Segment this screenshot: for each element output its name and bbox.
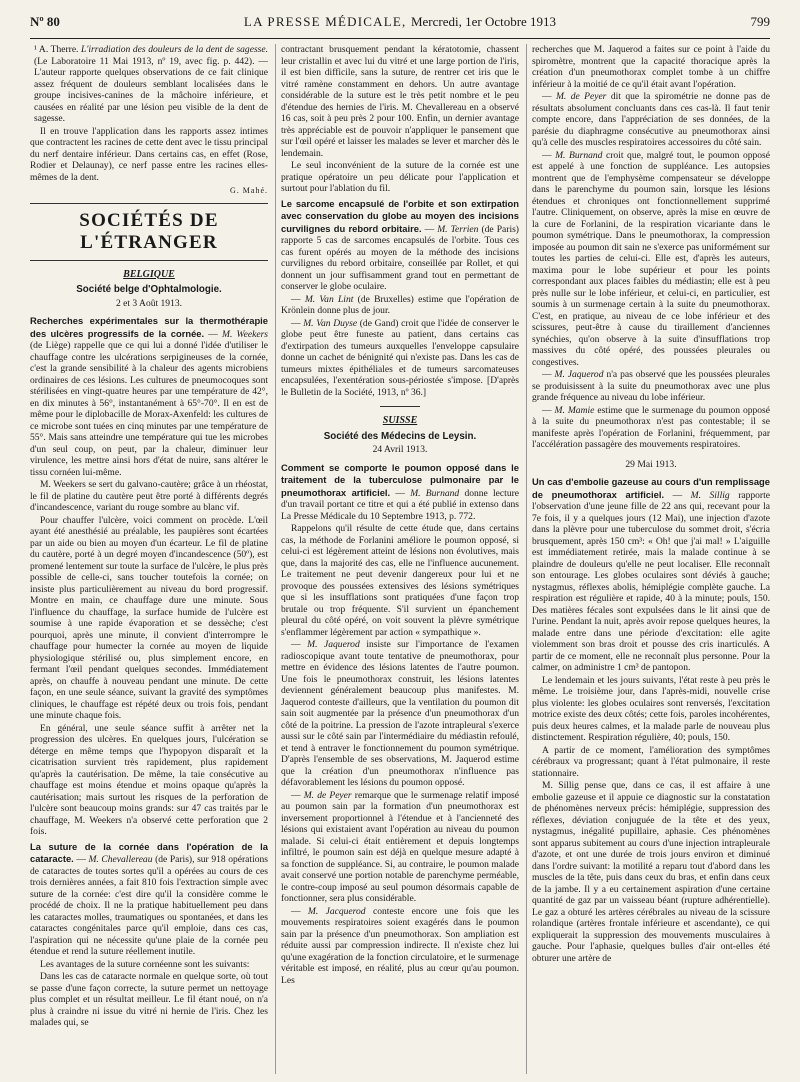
author-name: M. de Peyer [303, 789, 352, 801]
paragraph: — M. Mamie estime que le surmenage du poumon opposé à la suite du pneumothorax n'est pas contestable; il se manifeste après l'opération de Forlanini, fréquemment, par l'accélération passagère des mouvements respiratoires. [532, 404, 770, 450]
author-name: M. Jaquerod [307, 639, 360, 650]
paragraph-body: (de Gand) croit que l'idée de conserver le globe peut être funeste au patient, dans certains cas d'extirpation des tumeurs auxquelles l'enveloppe capsulaire donne un cachet de bénignité qui n'existe pas. Dans les cas de tumeurs mixtes épithéliales et de tumeurs sarcomateuses encapsulées, l'exentération sous-périostée s'impose. [281, 317, 519, 386]
paragraph-body: insiste sur l'importance de l'examen radioscopique avant toute tentative de pneumothorax, pour mettre en évidence des lésions latentes de l'autre poumon. Une fois le pneumothorax construit, les lésions latentes deviennent généralement beaucoup plus manifestes. M. Jaquerod conteste d'ailleurs, que la ventilation du poumon dit sain soit augmentée par la présence d'un pneumothorax d'un côté de la poitrine. La pression de l'azote intrapleural s'exerce aussi sur le côté sain par l'intermédiaire du médiastin refoulé, et tend à entraver le fonctionnement du poumon symétrique. D'après l'ensemble de ses observations, M. Jaquerod estime que la création d'un pneumothorax n'influence pas défavorablement les lésions du poumon opposé. [281, 639, 519, 788]
paragraph: Rappelons qu'il résulte de cette étude que, dans certains cas, la méthode de Forlanini améliore le poumon opposé, si celui-ci est légèrement atteint de lésions non évolutives, mais que, dans la majorité des cas, elle ne l'influence aucunement. Le traitement ne peut devenir dangereux pour lui et ne provoque des poussées extensives des lésions symétriques que si les insufflations sont pratiquées d'une façon trop brutale ou trop fréquente. S'il survient un épanchement pleural du côté opéré, on voit souvent la plèvre symétrique s'enflammer légèrement par action « sympathique ». [281, 523, 519, 638]
ref-body: (Le Laboratoire 11 Mai 1913, nº 19, avec fig. p. 442). — L'auteur rapporte quelques observations de ce fait clinique assez fréquent de douleurs semblant localisées dans le groupe incisives-canines de la mâchoire inférieure, et causées en réalité par une lésion peu visible de la dent de sagesse. [34, 55, 268, 124]
paragraph: — M. de Peyer dit que la spirométrie ne donne pas de résultats absolument concluants dans ces cas-là. Il faut tenir compte encore, dans l'appréciation de ses données, de la parésie du diaphragme consécutive au pneumothorax ainsi qu'à celle des muscles respiratoires accessoires du côté sain. [532, 91, 770, 148]
running-title [30, 14, 770, 30]
paragraph-body: croit que, malgré tout, le poumon opposé est appelé à une fonction de suppléance. Les autopsies montrent que de l'emphysème compensateur se développe dans le parenchyme du poumon sain, lorsque les lésions étendues et chroniques ont fonctionnellement supprimé l'autre. Cliniquement, on observe, après la mise en œuvre de la cure de Forlanini, de la respiration vicariante dans le poumon symétrique. Dans le pneumothorax, la compression imposée au poumon dit sain ne s'exerce pas uniformément sur toutes les parties de celui-ci. Elle est, d'après les auteurs, maxima pour le lobe supérieur et pour les points correspondant aux places faibles du médiastin; elle est à peu près nulle sur le lobe inférieur, et celui-ci, en particulier, est soumis à un surmenage certain à la suite du pneumothorax. C'est, en pratique, au niveau de ce lobe inférieur et des scissures, peut-être à cause du tiraillement d'anciennes synéchies, qu'on observe à la suite d'insufflations trop massives du côté opéré, des poussées pleurales ou congestives. [532, 149, 770, 368]
bulletin-reference: [D'après le Bulletin de la Société, 1913, nº 36.] [281, 375, 519, 398]
paragraph-body: n'a pas observé que les poussées pleurales se produisissent à la suite du pneumothorax avec une plus grande fréquence au niveau du lobe inférieur. [532, 369, 770, 403]
article-title: Recherches expérimentales sur la thermothérapie des ulcères progressifs de la cornée. [30, 315, 268, 339]
author-name: M. Burnand [555, 149, 603, 161]
paragraph-body: dit que la spirométrie ne donne pas de résultats absolument concluants dans ces cas-là. Il faut tenir compte encore, dans l'appréciation de ses données, de la parésie du diaphragme consécutive au pneumothorax ainsi qu'à celle des muscles respiratoires accessoires du côté sain. [532, 91, 770, 148]
country-heading: SUISSE [382, 415, 418, 426]
author-name: M. Van Duyse [303, 317, 358, 329]
column-divider [275, 44, 276, 1074]
author-name: M. Mamie [554, 404, 595, 416]
paragraph: M. Sillig pense que, dans ce cas, il est affaire à une embolie gazeuse et il appuie ce diagnostic sur la constatation de phénomènes nerveux précis: hémiplégie, suppression des réflexes, déviation conjuguée de la tête et des yeux, nystagmus, inégalité pupillaire, aphasie. Ces phénomènes sont apparus subitement au cours d'une injection intrapleurale d'azote, et ont une durée de trois jours environ et diminué dans l'ordre suivant: la motilité a reparu tout d'abord dans les muscles de la tête, puis dans ceux du bras, et enfin dans ceux de la jambe. Il y a eu certainement aspiration d'une certaine quantité de gaz par un vaisseau béant (rupture adhérentielle). Le gaz a obturé les artères cérébrales au niveau de la scissure rolandique (artères frontale inférieure et ascendante), ce qui expliquerait la suppression des mouvements musculaires à gauche. Pour l'aphasie, quelques bulles d'air ont-elles été obturer une artère de [532, 780, 770, 964]
author-name: M. Weekers [222, 328, 268, 340]
column-divider [526, 44, 527, 1074]
header-rule [30, 38, 770, 39]
paragraph: — M. de Peyer remarque que le surmenage relatif imposé au poumon sain par la formation d'un pneumothorax est inversement proportionnel à l'étendue et à l'ancienneté des lésions qui existaient avant l'opération au niveau du poumon malade. Si celui-ci était entièrement et depuis longtemps infiltré, le poumon sain est déjà en quelque mesure adapté à sa fonction de suppléance. Si, au contraire, le poumon malade avait conservé une portion notable de parenchyme perméable, le contre-coup imposé au seul poumon désormais capable de fonctionner, sera plus considérable. [281, 789, 519, 904]
paragraph: A partir de ce moment, l'amélioration des symptômes cérébraux va progressant; quant à l'état pulmonaire, il reste stationnaire. [532, 744, 770, 779]
author-name: M. Terrien [437, 223, 479, 235]
session-date: 2 et 3 Août 1913. [115, 297, 183, 309]
column-1 [30, 44, 268, 1074]
author-name: M. Jaquerod [554, 369, 604, 380]
article-title: Comment se comporte le poumon opposé dans le traitement de la tuberculose pulmonaire par le pneumothorax artificiel. [281, 461, 519, 498]
paragraph: Dans les cas de cataracte normale en quelque sorte, où tout se passe d'une façon correcte, la suture permet un nettoyage plus complet et un résultat meilleur. Le fil étant noué, on n'a plus à craindre ni issue du vitré ni hernie de l'iris. Chez les malades qui, se [30, 971, 268, 1028]
author-name: M. Sillig [690, 489, 730, 501]
session-date: 29 Mai 1913. [625, 458, 677, 470]
society-heading: Société belge d'Ophtalmologie. [76, 284, 222, 295]
article-title: La suture de la cornée dans l'opération de la cataracte. [30, 840, 268, 864]
article: Un cas d'embolie gazeuse au cours d'un remplissage de pneumothorax artificiel. — M. Sillig rapporte l'observation d'une jeune fille de 22 ans qui, recevant pour la 7e fois, il y a quelques jours (12 Mai), une injection d'azote dans la plèvre pour une tuberculose du sommet droit, s'écria brusquement, après 150 cm³: « Oh! que j'ai mal! » L'aiguille est immédiatement retirée, mais la malade continue à se plaindre de douleurs qu'elle ne peut localiser. Elle reconnaît son entourage. Les globes oculaires sont déviés à gauche; nystagmus, réflexes abolis, hémiplégie complète gauche. La respiration est régulière et rapide, 40 à la minute; pouls, 150. Des matières fécales sont expulsées dans le lit ainsi que de l'urine. Pendant la nuit, après avoir repose quelques heures, la malade entre dans une période d'excitation: elle agite violemment son bras droit et pousse des cris inarticulés. A partir de ce moment, elle ne reconnaît plus personne. Pour la calmer, on administre 1 cm³ de pantopon. [532, 476, 770, 673]
article: Le sarcome encapsulé de l'orbite et son extirpation avec conservation du globe au moyen des incisions curvilignes du rebord orbitaire. — M. Terrien (de Paris) rapporte 5 cas de sarcomes encapsulés de l'orbite. Tous ces cas furent opérés au moyen de la méthode des incisions curvilignes du rebord orbitaire, conseillée par Rollet, et qui donnent un jour suffisamment grand tout en permettant de conserver le globe oculaire. [281, 197, 519, 292]
author-name: M. Burnand [410, 487, 460, 499]
column-2 [281, 44, 519, 1074]
column-3 [532, 44, 770, 1074]
author-name: M. de Peyer [555, 91, 607, 102]
page-header [30, 14, 770, 36]
author-name: M. Jacquerod [307, 905, 366, 917]
paragraph: — M. Jaquerod n'a pas observé que les poussées pleurales se produisissent à la suite du pneumothorax avec une plus grande fréquence au niveau du lobe inférieur. [532, 369, 770, 403]
paragraph-body: remarque que le surmenage relatif imposé au poumon sain par la formation d'un pneumothorax est inversement proportionnel à l'étendue et à l'ancienneté des lésions qui existaient avant l'opération au niveau du poumon malade. Si celui-ci était entièrement et depuis longtemps infiltré, le poumon sain est déjà en quelque mesure adapté à sa fonction de suppléance. Si, au contraire, le poumon malade avait conservé une portion notable de parenchyme perméable, le contre-coup imposé au seul poumon désormais capable de fonctionner, sera plus considérable. [281, 789, 519, 904]
paragraph: — M. Jaquerod insiste sur l'importance de l'examen radioscopique avant toute tentative de pneumothorax, pour mettre en évidence des lésions latentes de l'autre poumon. Une fois le pneumothorax construit, les lésions latentes deviennent généralement beaucoup plus manifestes. M. Jaquerod conteste d'ailleurs, que la ventilation du poumon dit sain soit augmentée par la présence d'un pneumothorax d'un côté de la poitrine. La pression de l'azote intrapleural s'exerce aussi sur le côté sain par l'intermédiaire du médiastin refoulé, et tend à entraver le fonctionnement du poumon symétrique. D'après l'ensemble de ses observations, M. Jaquerod estime que la création d'un pneumothorax n'influence pas défavorablement les lésions du poumon opposé. [281, 639, 519, 788]
paragraph: Le lendemain et les jours suivants, l'état reste à peu près le même. Le troisième jour, dans l'après-midi, nouvelle crise plus violente: les globes oculaires sont renversés, l'excitation motrice existe des deux côtés; cette fois, paroles incohérentes, puis deux heures calmes, et la malade parle de nouveau plus distinctement. Respiration régulière, 40; pouls, 150. [532, 674, 770, 743]
section-title: SOCIÉTÉS DE L'ÉTRANGER [79, 209, 219, 253]
paragraph: — M. Jacquerod conteste encore une fois que les mouvements respiratoires soient exagérés dans le poumon sain par la présence d'un pneumothorax. Son ampliation est réduite aussi par compression indirecte. Il n'existe chez lui qu'une exagération de la fonction circulatoire, et le surmenage véritable est imposé, en réalité, plus au cœur qu'au poumon. Les [281, 905, 519, 986]
society-heading: Société des Médecins de Leysin. [323, 430, 477, 442]
article-body: (de Paris) rapporte 5 cas de sarcomes encapsulés de l'orbite. Tous ces cas furent opérés au moyen de la méthode des incisions curvilignes du rebord orbitaire, conseillée par Rollet, et qui donnent un jour suffisamment grand tout en permettant de conserver le globe oculaire. [281, 223, 519, 292]
paragraph: Il en trouve l'application dans les rapports assez intimes que contractent les racines de cette dent avec le tissu principal du nerf dentaire inférieur. Dans certains cas, en effet (Rose, Rodier et Delaunay), ce nerf passe entre les racines elles-mêmes de la dent. [30, 125, 268, 183]
article: Comment se comporte le poumon opposé dans le traitement de la tuberculose pulmonaire par le pneumothorax artificiel. — M. Burnand donne lecture d'un travail portant ce titre et qui a été publié in extenso dans La Presse Médicale du 10 Septembre 1913, p. 772. [281, 461, 519, 522]
article-body: (de Liège) rappelle que ce qui lui a donné l'idée d'utiliser le chauffage contre les ulcérations serpigineuses de la cornée, c'est la grande sensibilité à la chaleur des agents microbiens ordinaires de ces lésions. Les cultures de pneumocoques sont stérilisées en vingt-quatre heures par une température de 42°, en dix minutes à 56°, instantanément à 65°-70°. Il en est de même pour le diplobacille de Morax-Axenfeld: les cultures de ce microbe sont tuées en cinq minutes par une température de 55°. Mais sans atteindre une température qui tue les microbes d'un seul coup, on peut, par la chaleur, diminuer leur virulence, les mettre ainsi hors d'état de nuire, sans altérer le tissu cornéen lui-même. [30, 340, 268, 478]
journal-name: LA PRESSE MÉDICALE, [243, 14, 407, 29]
article-title: Un cas d'embolie gazeuse au cours d'un remplissage de pneumothorax artificiel. [532, 476, 770, 500]
paragraph-body: conteste encore une fois que les mouvements respiratoires soient exagérés dans le poumon sain par la présence d'un pneumothorax. Son ampliation est réduite aussi par compression indirecte. Il n'existe chez lui qu'une exagération de la fonction circulatoire, et le surmenage véritable est imposé, en réalité, plus au cœur qu'au poumon. Les [281, 905, 519, 986]
paragraph: En général, une seule séance suffit à arrêter net la progression des ulcères. En quelques jours, l'ulcération se déterge en même temps que l'hypopyon disparaît et la cicatrisation survient très rapidement, plus rapidement qu'après la cautérisation. De même, la taie consécutive au chauffage est moins étendue et moins opaque qu'après la cautérisation; mais surtout les risques de la perforation de l'ulcère sont beaucoup moins grands: sur 47 cas traités par le chauffage, M. Weekers n'a observé cette perforation que 2 fois. [30, 722, 268, 837]
paragraph: Le seul inconvénient de la suture de la cornée est une pratique opératoire un peu délicate pour l'application et surtout pour l'ablation du fil. [281, 160, 519, 194]
article-body: donne lecture d'un travail portant ce titre et qui a été publié in extenso dans La Presse Médicale du 10 Septembre 1913, p. 772. [281, 487, 519, 522]
signature: G. Mahé. [230, 186, 268, 195]
paragraph: — M. Van Duyse (de Gand) croit que l'idée de conserver le globe peut être funeste au patient, dans certains cas d'extirpation des tumeurs auxquelles l'enveloppe capsulaire donne un cachet de bénignité qui n'existe pas. Dans les cas de tumeurs mixtes épithéliales et de tumeurs sarcomateuses encapsulées, l'exentération sous-périostée s'impose. [D'après le Bulletin de la Société, 1913, nº 36.] [281, 317, 519, 398]
article: La suture de la cornée dans l'opération de la cataracte. — M. Chevallereau (de Paris), sur 918 opérations de cataractes de toutes sortes qu'il a opérées au cours de ces trois dernières années, a fait 810 fois l'extraction simple avec suture de la cornée: c'est dire qu'il la considère comme le procédé de choix. Il ne la pratique habituellement peu dans les cataractes molles, traumatiques ou spontanées, et dans les cataractes congénitales parce qu'il emploie, dans ces cas, l'aspiration qui ne nécessite qu'une plaie de la cornée peu étendue et rend la suture réellement inutile. [30, 840, 268, 957]
article-body: (de Paris), sur 918 opérations de cataractes de toutes sortes qu'il a opérées au cours de ces trois dernières années, a fait 810 fois l'extraction simple avec suture de la cornée: c'est dire qu'il la considère comme le procédé de choix. Il ne la pratique habituellement peu dans les cataractes molles, traumatiques ou spontanées, et dans les cataractes congénitales parce qu'il emploie, dans ces cas, l'aspiration qui ne nécessite qu'une plaie de la cornée peu étendue et rend la suture réellement inutile. [30, 854, 268, 957]
author-name: M. Van Lint [304, 293, 354, 305]
author-name: M. Chevallereau [88, 854, 153, 865]
page-number: 799 [750, 14, 770, 29]
ref-title: L'irradiation des douleurs de la dent de sagesse. [81, 44, 268, 55]
session-date: 24 Avril 1913. [372, 444, 428, 455]
section-rule [30, 203, 268, 204]
paragraph: — M. Van Lint (de Bruxelles) estime que l'opération de Krönlein donne plus de jour. [281, 293, 519, 316]
article-body: rapporte l'observation d'une jeune fille de 22 ans qui, recevant pour la 7e fois, il y a quelques jours (12 Mai), une injection d'azote dans la plèvre pour une tuberculose du sommet droit, s'écria brusquement, après 150 cm³: « Oh! que j'ai mal! » L'aiguille est immédiatement retirée, mais la malade continue à se plaindre de douleurs qu'elle ne peut localiser. Elle reconnaît son entourage. Les globes oculaires sont déviés à gauche; nystagmus, réflexes abolis, hémiplégie complète gauche. La respiration est régulière et rapide, 40 à la minute; pouls, 150. Des matières fécales sont expulsées dans le lit ainsi que de l'urine. Pendant la nuit, après avoir repose quelques heures, la malade entre dans une période d'excitation: elle agite violemment son bras droit et pousse des cris inarticulés. A partir de ce moment, elle ne reconnaît plus personne. Pour la calmer, on administre 1 cm³ de pantopon. [532, 489, 770, 673]
country-heading: BELGIQUE [123, 268, 175, 280]
article-title: Le sarcome encapsulé de l'orbite et son extirpation avec conservation du globe au moyen des incisions curvilignes du rebord orbitaire. [281, 197, 519, 234]
paragraph-body: estime que le surmenage du poumon opposé à la suite du pneumothorax n'est pas contestable; il se manifeste après l'opération de Forlanini, fréquemment, par l'accélération passagère des mouvements respiratoires. [532, 404, 770, 450]
paragraph-body: (de Bruxelles) estime que l'opération de Krönlein donne plus de jour. [281, 293, 519, 316]
separator [380, 406, 420, 407]
paragraph: contractant brusquement pendant la kératotomie, chassent leur cristallin et avec lui du vitré et une large portion de l'iris, il est bien difficile, sans la suture, de rentrer cet iris que le vitré ramène constamment en dehors. Un autre avantage considérable de la suture est le très petit nombre et le peu d'étendue des hernies de l'iris. M. Chevallereau en a observé 16 cas, soit à peu près 2 pour 100. Enfin, un dernier avantage très appréciable est de pouvoir n'appliquer le pansement que sur l'œil opéré et laisser les malades se lever et marcher dès le lendemain. [281, 44, 519, 159]
paragraph: Les avantages de la suture cornéenne sont les suivants: [40, 958, 250, 970]
article: Recherches expérimentales sur la thermothérapie des ulcères progressifs de la cornée. — M. Weekers (de Liège) rappelle que ce qui lui a donné l'idée d'utiliser le chauffage contre les ulcérations serpigineuses de la cornée, c'est la grande sensibilité à la chaleur des agents microbiens ordinaires de ces lésions. Les cultures de pneumocoques sont stérilisées en vingt-quatre heures par une température de 42°, en dix minutes à 56°, instantanément à 65°-70°. Il en est de même pour le diplobacille de Morax-Axenfeld: les cultures de ce microbe sont tuées en cinq minutes par une température de 55°. Mais sans atteindre une température qui tue les microbes d'un seul coup, on peut, par la chaleur, diminuer leur virulence, les mettre ainsi hors d'état de nuire, sans altérer le tissu cornéen lui-même. [30, 315, 268, 478]
paragraph: — M. Burnand croit que, malgré tout, le poumon opposé est appelé à une fonction de suppléance. Les autopsies montrent que de l'emphysème compensateur se développe dans le parenchyme du poumon sain, lorsque les lésions étendues et chroniques ont fonctionnellement supprimé l'autre. Cliniquement, on observe, après la mise en œuvre de la cure de Forlanini, de la respiration vicariante dans le poumon symétrique. Dans le pneumothorax, la compression imposée au poumon dit sain ne s'exerce pas uniformément sur toutes les parties de celui-ci. Elle est, d'après les auteurs, maxima pour le lobe supérieur et pour les points correspondant aux places faibles du médiastin; elle est à peu près nulle sur le lobe inférieur, et celui-ci, en particulier, est soumis à un surmenage certain à la suite du pneumothorax. C'est, en pratique, au niveau de ce lobe inférieur et des scissures, peut-être à cause du tiraillement d'anciennes synéchies, qu'on observe à la suite d'insufflations trop massives du côté opéré, des poussées pleurales ou congestives. [532, 149, 770, 368]
reference-note [30, 44, 268, 125]
ref-author: ¹ A. Therre. [34, 44, 79, 55]
paragraph: Pour chauffer l'ulcère, voici comment on procède. L'œil ayant été anesthésié au préalable, les paupières sont écartées par un aide ou bien au moyen d'un écarteur. Le fil de platine du cautère, porté à un degré moyen d'incandescence (50º), est promené lentement sur toute la surface de l'ulcère, le plus près possible de celle-ci, sans toucher toutefois la cornée; on insiste plus particulièrement au niveau du bord progressif. Montre en main, ce chauffage dure une minute. Sous l'influence du chauffage, la surface humide de l'ulcère est soumise à une rapide évaporation et se dessèche; c'est pourquoi, après une minute, il convient d'interrompre le chauffage pour humecter la cornée au moyen de liquide physiologique stérilisé ou, plus simplement encore, en fermant l'œil pendant quelques secondes. Immédiatement après, on chauffe à nouveau pendant une minute. De cette façon, en une seule séance, suivant la gravité des symptômes cliniques, le chauffage est répété deux ou trois fois, pendant une minute chaque fois. [30, 514, 268, 721]
issue-date: Mercredi, 1er Octobre 1913 [410, 14, 557, 29]
paragraph: M. Weekers se sert du galvano-cautère; grâce à un rhéostat, le fil de platine du cautère peut être porté à différents degrés d'incandescence, variant du rouge sombre au blanc vif. [30, 479, 268, 513]
issue-number: Nº 80 [30, 14, 60, 29]
paragraph: recherches que M. Jaquerod a faites sur ce point à l'aide du spiromètre, montrent que la capacité thoracique après la création d'un pneumothorax complet tombe à un chiffre inférieur à la moitié de ce qu'il était avant l'opération. [532, 44, 770, 90]
section-rule [30, 260, 268, 261]
